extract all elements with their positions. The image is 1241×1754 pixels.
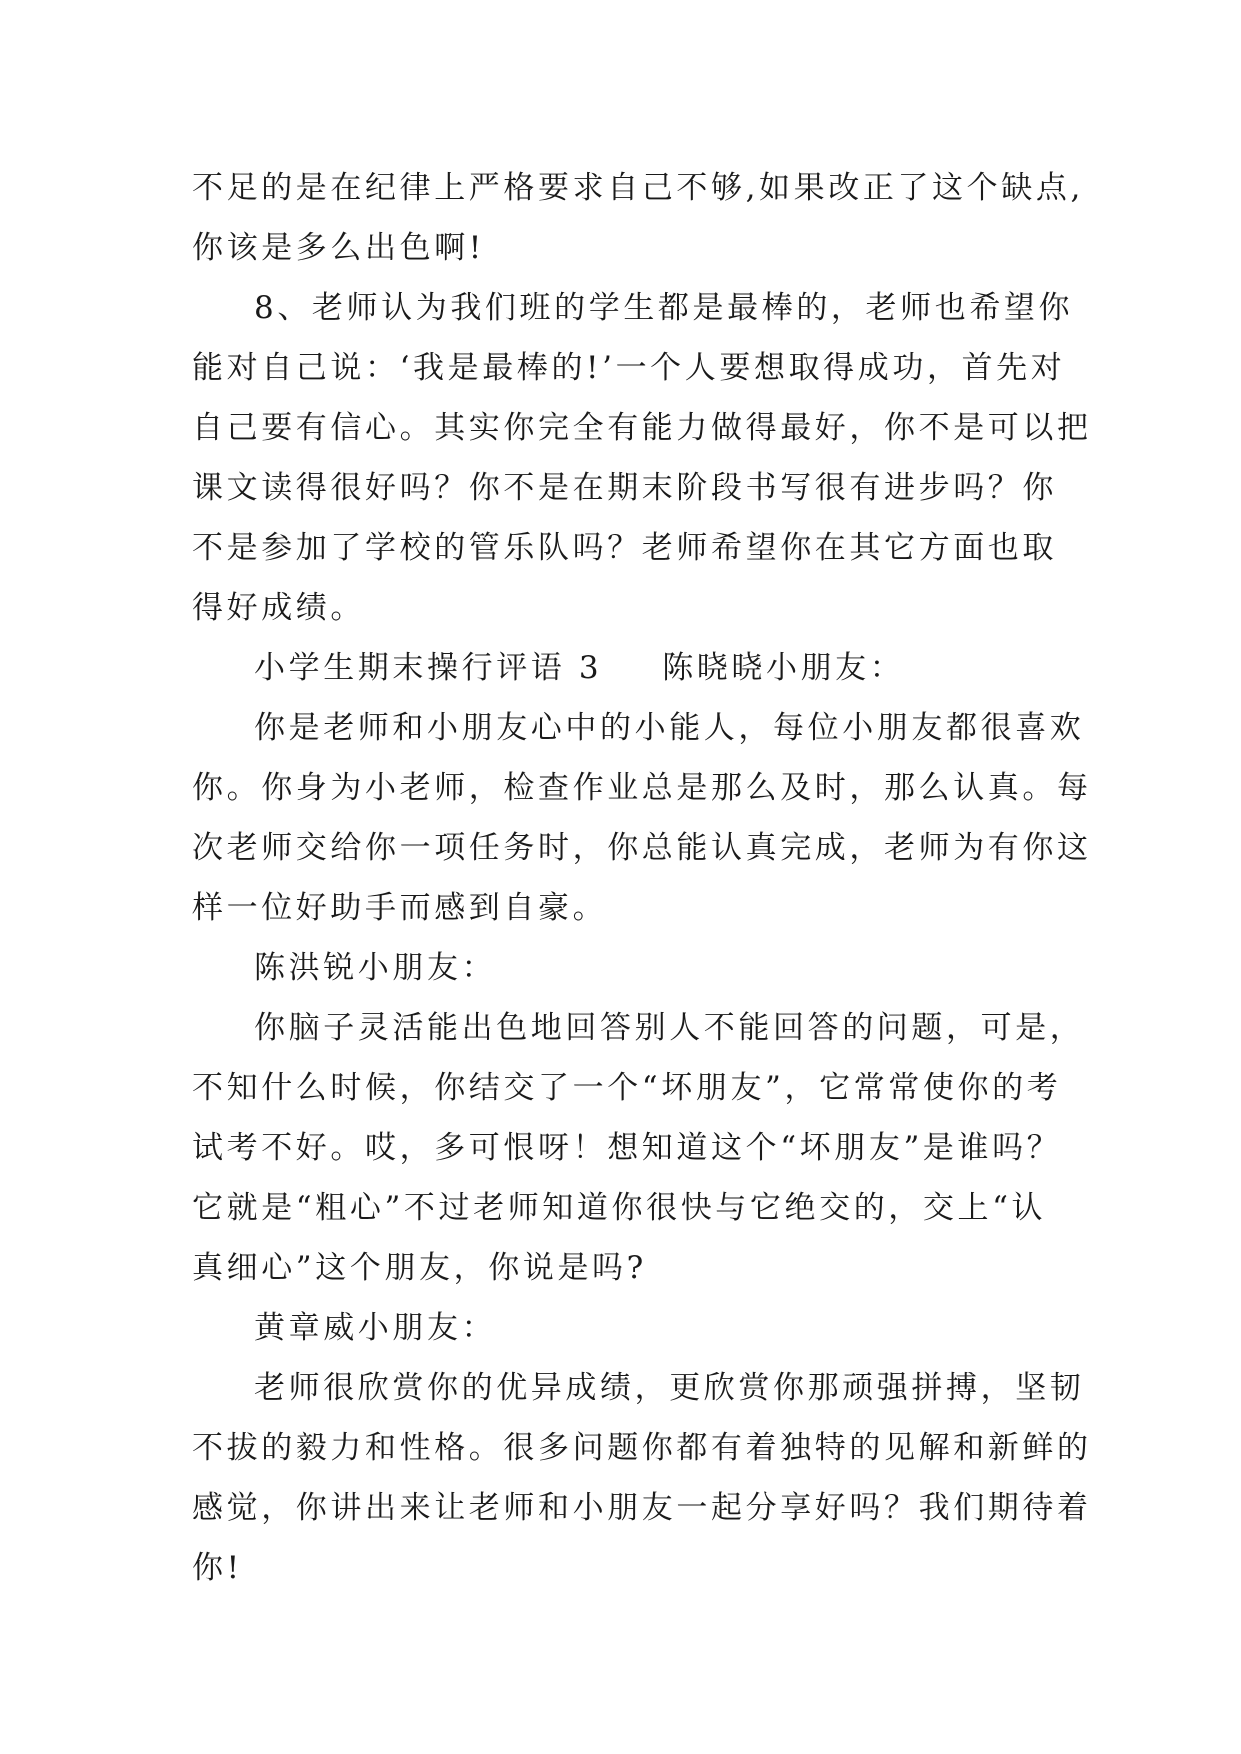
text-line: 老师很欣赏你的优异成绩，更欣赏你那顽强拼搏，坚韧 [254, 1370, 1085, 1406]
text-line: 得好成绩。 [192, 590, 365, 626]
text-line: 感觉，你讲出来让老师和小朋友一起分享好吗？我们期待着 [192, 1490, 1092, 1526]
text-line: 你该是多么出色啊! [192, 230, 485, 266]
text-line: 课文读得很好吗？你不是在期末阶段书写很有进步吗？你 [192, 470, 1057, 506]
text-line: 样一位好助手而感到自豪。 [192, 890, 608, 926]
text-line: 自己要有信心。其实你完全有能力做得最好，你不是可以把 [192, 410, 1092, 446]
text-line: 你。你身为小老师，检查作业总是那么及时，那么认真。每 [192, 770, 1092, 806]
section-title: 小学生期末操行评语 3 [254, 650, 603, 686]
text-line: 真细心”这个朋友，你说是吗? [192, 1250, 647, 1286]
text-line: 不足的是在纪律上严格要求自己不够,如果改正了这个缺点, [192, 170, 1084, 206]
text-line: 不是参加了学校的管乐队吗？老师希望你在其它方面也取 [192, 530, 1057, 566]
document-body [192, 158, 1092, 1598]
text-line: 它就是“粗心”不过老师知道你很快与它绝交的，交上“认 [192, 1190, 1047, 1226]
text-line: 试考不好。哎，多可恨呀！想知道这个“坏朋友”是谁吗？ [192, 1130, 1062, 1166]
addressee: 黄章威小朋友： [254, 1310, 497, 1346]
text-line: 你! [192, 1550, 243, 1586]
text-line: 8、老师认为我们班的学生都是最棒的，老师也希望你 [254, 290, 1074, 326]
text-line: 不知什么时候，你结交了一个“坏朋友”，它常常使你的考 [192, 1070, 1062, 1106]
addressee: 陈晓晓小朋友： [662, 650, 905, 686]
addressee: 陈洪锐小朋友： [254, 950, 497, 986]
text-line: 能对自己说：‘我是最棒的!’一个人要想取得成功，首先对 [192, 350, 1066, 386]
section-heading [192, 638, 1092, 698]
text-line: 你是老师和小朋友心中的小能人，每位小朋友都很喜欢 [254, 710, 1085, 746]
text-line: 你脑子灵活能出色地回答别人不能回答的问题，可是， [254, 1010, 1085, 1046]
text-line: 次老师交给你一项任务时，你总能认真完成，老师为有你这 [192, 830, 1092, 866]
text-line: 不拔的毅力和性格。很多问题你都有着独特的见解和新鲜的 [192, 1430, 1092, 1466]
